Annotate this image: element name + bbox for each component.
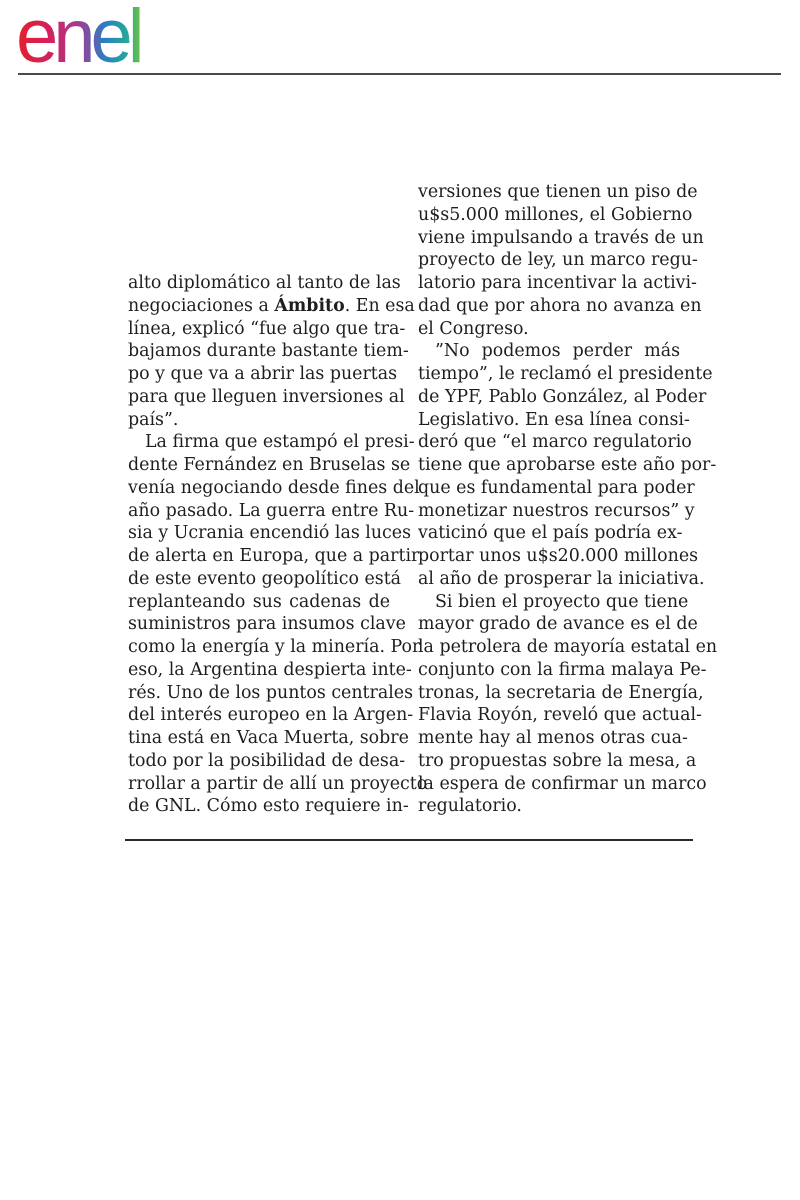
text-line: latorio para incentivar la activi- xyxy=(418,273,697,293)
text-line: ”No podemos perder más xyxy=(435,341,680,362)
text-line: al año de prosperar la iniciativa. xyxy=(418,568,705,589)
text-line: La firma que estampó el presi- xyxy=(145,432,415,453)
text-line: dente Fernández en Bruselas se xyxy=(128,455,411,475)
text-line: tiene que aprobarse este año por- xyxy=(418,455,717,475)
text-line: de alerta en Europa, que a partir xyxy=(128,546,420,566)
text-line: el Congreso. xyxy=(418,318,529,339)
text-line: deró que “el marco regulatorio xyxy=(418,432,692,453)
text-line: tiempo”, le reclamó el presidente xyxy=(418,364,713,384)
svg-text:enel: enel xyxy=(16,4,140,70)
text-line: para que lleguen inversiones al xyxy=(128,386,405,407)
text-line: monetizar nuestros recursos” y xyxy=(418,500,695,521)
text-line: vaticinó que el país podría ex- xyxy=(418,523,683,544)
text-line: sia y Ucrania encendió las luces xyxy=(128,523,411,544)
text-line: suministros para insumos clave xyxy=(128,614,406,635)
text-line: u$s5.000 millones, el Gobierno xyxy=(418,204,693,225)
text-line: línea, explicó “fue algo que tra- xyxy=(128,318,406,339)
text-line: tronas, la secretaria de Energía, xyxy=(418,682,704,703)
text-line: po y que va a abrir las puertas xyxy=(128,364,398,384)
text-line: rrollar a partir de allí un proyecto xyxy=(128,773,428,794)
text-line: negociaciones a Ámbito. En esa xyxy=(128,295,415,316)
text-line: rés. Uno de los puntos centrales xyxy=(128,682,414,703)
text-line: conjunto con la firma malaya Pe- xyxy=(418,659,707,680)
text-line: de YPF, Pablo González, al Poder xyxy=(418,386,707,407)
text-line: país”. xyxy=(128,409,179,430)
publication-name: Ámbito xyxy=(274,295,345,316)
text-line: año pasado. La guerra entre Ru- xyxy=(128,500,415,521)
text-line: venía negociando desde fines del xyxy=(128,477,420,498)
text-line: mayor grado de avance es el de xyxy=(418,614,698,635)
text-line: replanteando sus cadenas de xyxy=(128,591,390,612)
header xyxy=(0,0,800,80)
article-column-right xyxy=(418,181,718,818)
text-line: alto diplomático al tanto de las xyxy=(128,273,401,293)
text-line: mente hay al menos otras cua- xyxy=(418,728,688,748)
text-line: como la energía y la minería. Por xyxy=(128,637,421,657)
text-line: proyecto de ley, un marco regu- xyxy=(418,250,698,271)
text-line: bajamos durante bastante tiem- xyxy=(128,341,409,362)
text-line: tro propuestas sobre la mesa, a xyxy=(418,750,697,771)
text-line: del interés europeo en la Argen- xyxy=(128,705,414,726)
article-column-left xyxy=(128,272,428,818)
text-line: versiones que tienen un piso de xyxy=(418,182,698,202)
text-line: viene impulsando a través de un xyxy=(418,227,704,248)
text-line: la petrolera de mayoría estatal en xyxy=(418,637,718,657)
text-line: Legislativo. En esa línea consi- xyxy=(418,409,690,430)
text-line: todo por la posibilidad de desa- xyxy=(128,750,406,771)
enel-logo xyxy=(16,4,182,70)
text-line: tina está en Vaca Muerta, sobre xyxy=(128,728,409,748)
text-line: eso, la Argentina despierta inte- xyxy=(128,659,412,680)
text-line: dad que por ahora no avanza en xyxy=(418,295,702,316)
text-line: de este evento geopolítico está xyxy=(128,568,402,589)
text-line: Si bien el proyecto que tiene xyxy=(435,591,689,612)
text-line: la espera de confirmar un marco xyxy=(418,773,707,794)
article-bottom-rule xyxy=(125,839,693,841)
text-line: regulatorio. xyxy=(418,796,522,817)
text-line: que es fundamental para poder xyxy=(418,477,695,498)
text-line: de GNL. Cómo esto requiere in- xyxy=(128,796,409,817)
header-rule xyxy=(18,73,781,75)
text-line: Flavia Royón, reveló que actual- xyxy=(418,705,702,726)
text-line: portar unos u$s20.000 millones xyxy=(418,546,699,566)
